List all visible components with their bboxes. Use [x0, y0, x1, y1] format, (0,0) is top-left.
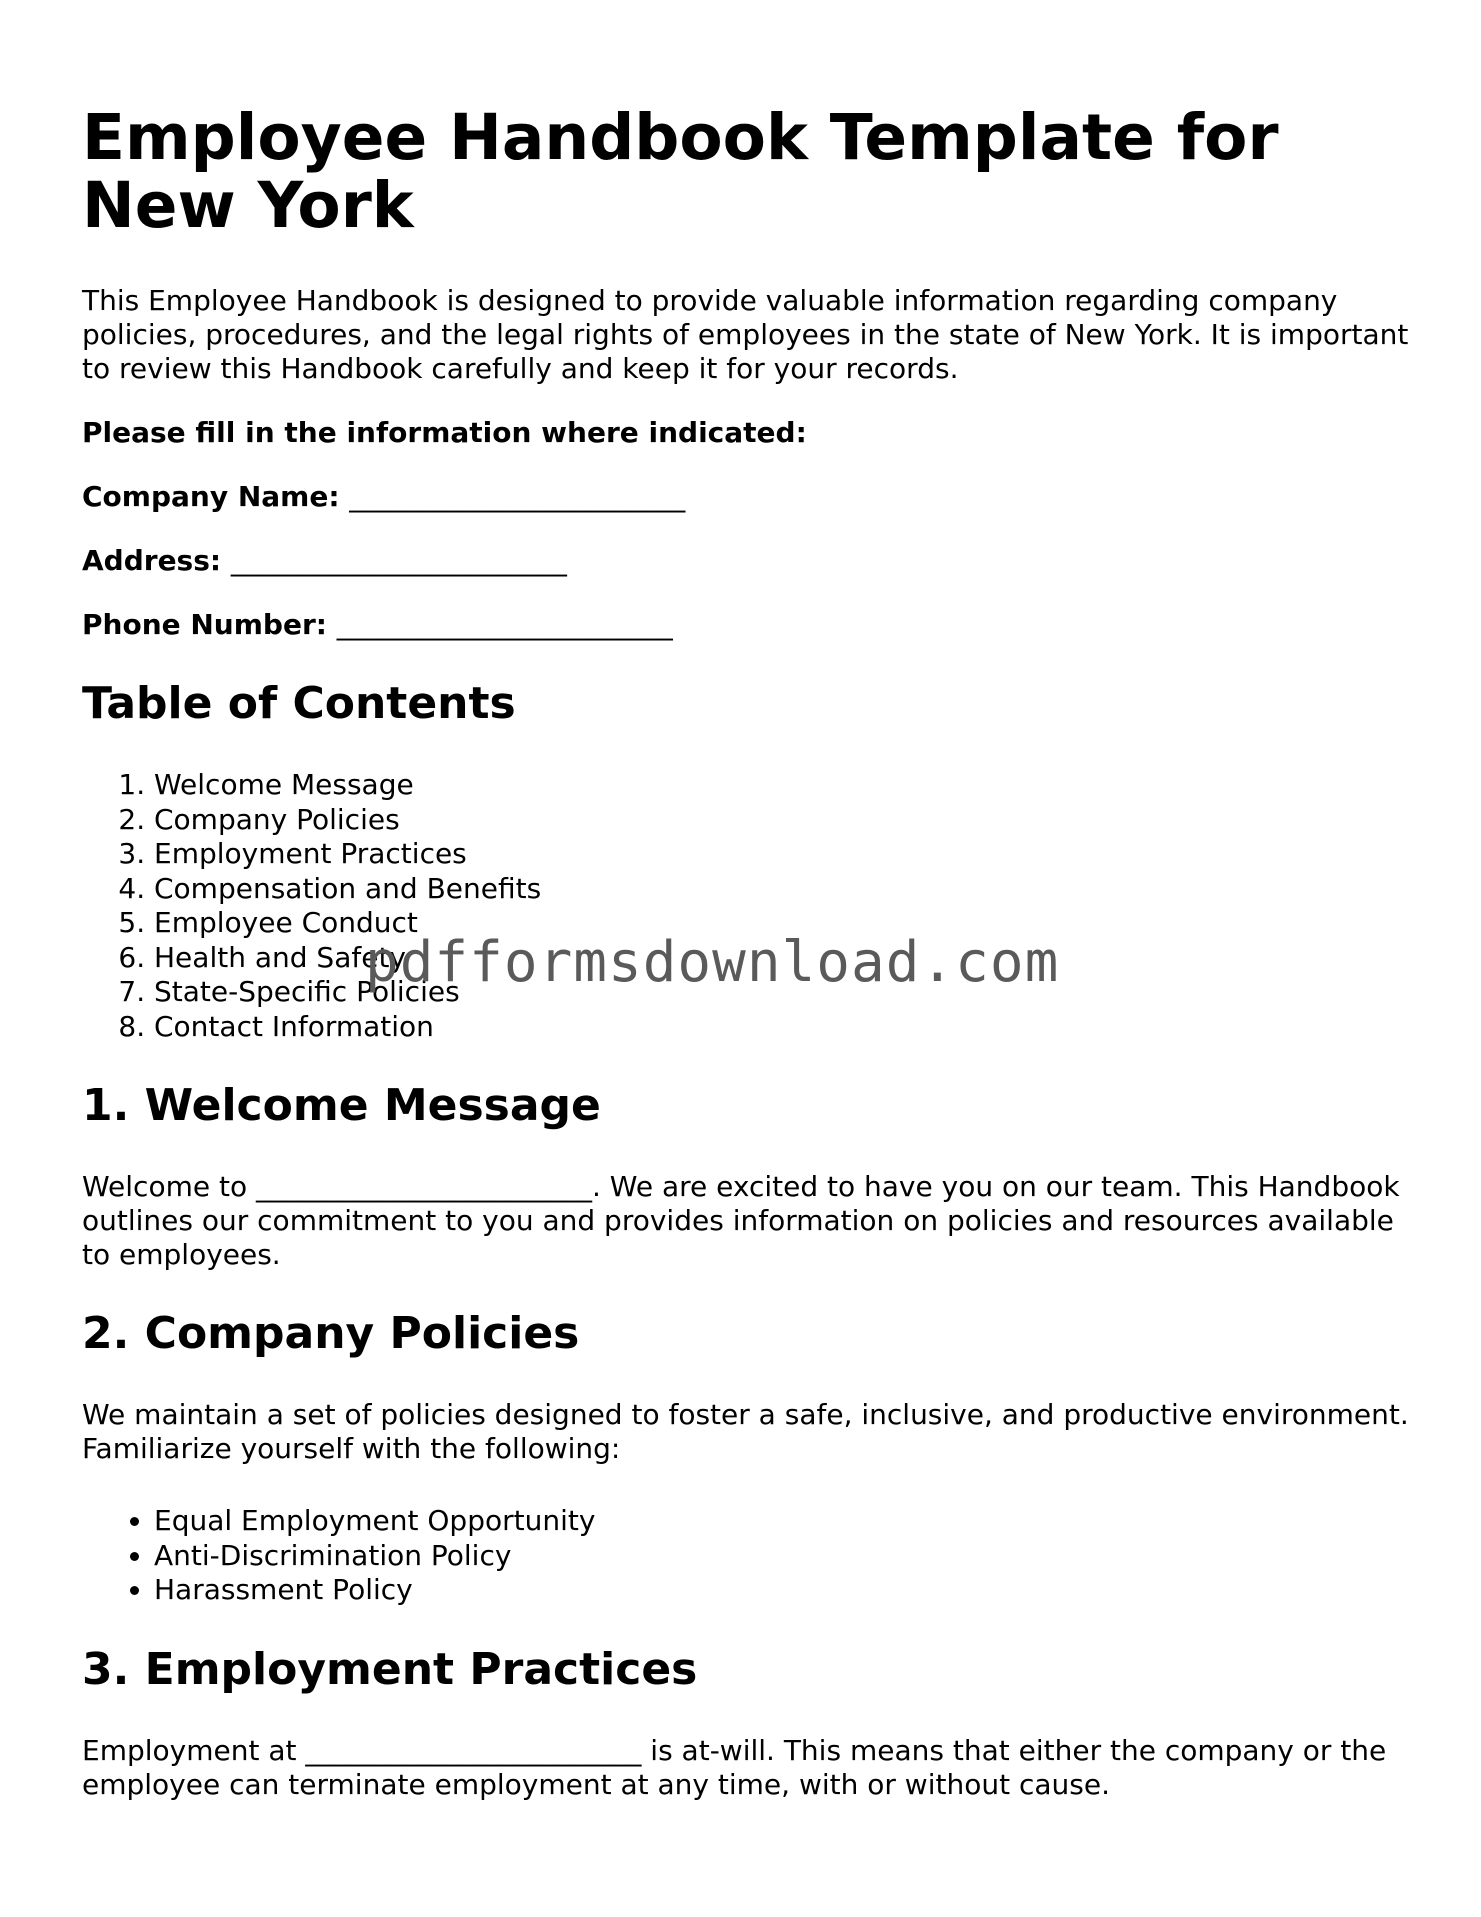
toc-title: Table of Contents	[82, 678, 516, 729]
section-welcome-title: 1. Welcome Message	[82, 1080, 601, 1131]
section-policies-text: We maintain a set of policies designed to foster a safe, inclusive, and productive environment. Familiarize yourself with the following:	[82, 1398, 1409, 1465]
section-employment-title: 3. Employment Practices	[82, 1643, 698, 1695]
toc-item: 7. State-Specific Policies	[154, 975, 1412, 1010]
toc-item: 1. Welcome Message	[154, 768, 1412, 803]
company-name-blank[interactable]: ________________________	[349, 480, 686, 513]
policies-list	[82, 1504, 1412, 1608]
address-field[interactable]	[82, 544, 1412, 578]
section-policies-title: 2. Company Policies	[82, 1308, 580, 1359]
policy-item: • Equal Employment Opportunity	[154, 1504, 1412, 1539]
address-label: Address:	[82, 544, 222, 577]
company-name-field[interactable]	[82, 480, 1412, 514]
intro-paragraph: This Employee Handbook is designed to provide valuable information regarding company policies, procedures, and the legal rights of employees in the state of New York. It is important to review this Handbook carefully and keep it for your records.	[82, 284, 1409, 385]
toc-item: 3. Employment Practices	[154, 837, 1412, 872]
document-page	[82, 0, 1412, 1802]
phone-number-blank[interactable]: ________________________	[336, 608, 673, 641]
section-employment-text: Employment at ________________________ is at-will. This means that either the company or the employee can terminate employment at any time, with or without cause.	[82, 1733, 1387, 1801]
policy-item: • Harassment Policy	[154, 1573, 1412, 1608]
section-welcome-text: Welcome to ________________________. We are excited to have you on our team. This Handbook outlines our commitment to you and provides information on policies and resources available to employees.	[82, 1170, 1400, 1271]
fill-instruction: Please fill in the information where indicated:	[82, 416, 807, 449]
toc-item: 5. Employee Conduct	[154, 906, 1412, 941]
document-title: Employee Handbook Template for New York	[82, 101, 1279, 242]
toc-item: 4. Compensation and Benefits	[154, 872, 1412, 907]
toc-item: 8. Contact Information	[154, 1010, 1412, 1045]
toc-item: 6. Health and Safety	[154, 941, 1412, 976]
address-blank[interactable]: ________________________	[230, 544, 567, 577]
policy-item: • Anti-Discrimination Policy	[154, 1539, 1412, 1574]
watermark: pdfformsdownload.com	[365, 930, 1060, 995]
toc-list	[82, 768, 1412, 1044]
toc-item: 2. Company Policies	[154, 803, 1412, 838]
company-name-label: Company Name:	[82, 480, 340, 513]
phone-number-field[interactable]	[82, 608, 1412, 642]
phone-number-label: Phone Number:	[82, 608, 327, 641]
